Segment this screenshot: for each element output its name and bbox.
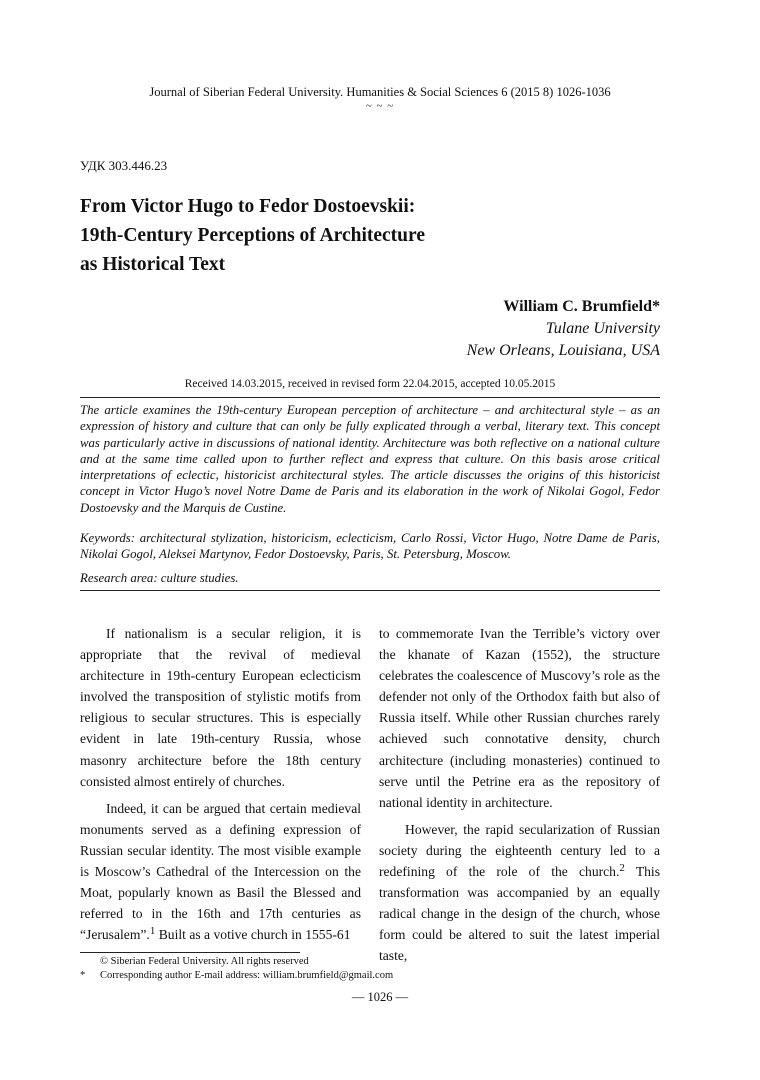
research-area: Research area: culture studies. <box>80 571 239 585</box>
article-title <box>80 192 640 279</box>
body-column-right <box>379 623 660 973</box>
footnote-mark: * <box>80 970 86 981</box>
title-line-1: From Victor Hugo to Fedor Dostoevskii: <box>80 196 416 217</box>
paragraph <box>80 798 361 946</box>
udk-code: УДК 303.446.23 <box>80 158 168 173</box>
paragraph-text: Indeed, it can be argued that certain medieval monuments served as a defining expression of Russian secular identity. The most visible example is Moscow’s Cathedral of the Intercession on the Moat, popularly known as Basil the Blessed and referred to in the 16th and 17th centuries as “Jerusalem”. <box>80 800 361 943</box>
copyright-notice <box>80 955 660 969</box>
body-column-left <box>80 623 361 951</box>
author-block <box>467 296 660 362</box>
footnote-ref: 1 <box>149 925 156 938</box>
abstract-bottom-rule <box>80 590 660 591</box>
corresponding-author-note <box>80 969 660 983</box>
title-line-2: 19th-Century Perceptions of Architecture <box>80 225 425 246</box>
copyright-text: © Siberian Federal University. All rights reserved <box>100 956 309 967</box>
title-line-3: as Historical Text <box>80 254 226 275</box>
header-ornament: ~ ~ ~ <box>365 100 395 112</box>
paragraph: If nationalism is a secular religion, it is appropriate that the revival of medieval architecture in 19th-century European eclecticism involved the transposition of stylistic motifs from religious to secular structures. This is especially evident in late 19th-century Russia, whose masonry architecture before the 18th century consisted almost entirely of churches. <box>80 626 361 789</box>
footnotes <box>80 955 660 983</box>
abstract-top-rule <box>80 397 660 398</box>
footnote-ref: 2 <box>619 862 625 875</box>
author-location: New Orleans, Louisiana, USA <box>466 342 660 359</box>
paragraph-text: Built as a votive church in 1555-61 <box>155 927 351 943</box>
paragraph: to commemorate Ivan the Terrible’s victory over the khanate of Kazan (1552), the structure celebrates the coalescence of Muscovy’s role as the defender not only of the Orthodox faith but also of Russia itself. While other Russian churches rarely achieved such connotative density, church architecture (including monasteries) continued to serve until the Petrine era as the repository of national identity in architecture. <box>379 626 660 810</box>
footnote-rule <box>80 952 300 953</box>
paragraph <box>379 819 660 967</box>
corresponding-author-text: Corresponding author E-mail address: william.brumfield@gmail.com <box>100 970 394 981</box>
abstract: The article examines the 19th-century European perception of architecture – and architectural style – as an expression of history and culture that can only be fully explicated through a verbal, literary text. This concept was particularly active in discussions of national identity. Architecture was both reflective on a national culture and at the same time called upon to further reflect and express that culture. On this basis arose critical interpretations of eclectic, historicist architectural styles. The article discusses the origins of this historicist concept in Victor Hugo’s novel Notre Dame de Paris and its elaboration in the work of Nikolai Gogol, Fedor Dostoevsky and the Marquis de Custine. <box>80 403 660 515</box>
page-number: — 1026 — <box>351 990 409 1004</box>
author-name: William C. Brumfield* <box>503 298 660 315</box>
paragraph-text: However, the rapid secularization of Russian society during the eighteenth century led to a redefining of the role of the church. <box>379 821 660 880</box>
keywords: Keywords: architectural stylization, historicism, eclecticism, Carlo Rossi, Victor Hugo, Notre Dame de Paris, Nikolai Gogol, Aleksei Martynov, Fedor Dostoevsky, Paris, St. Petersburg, Moscow. <box>80 531 660 562</box>
paragraph-text: This transformation was accompanied by an equally radical change in the design of the church, whose form could be altered to suit the latest imperial taste, <box>379 864 660 964</box>
received-dates: Received 14.03.2015, received in revised form 22.04.2015, accepted 10.05.2015 <box>184 378 556 390</box>
author-university: Tulane University <box>545 320 660 337</box>
journal-header: Journal of Siberian Federal University. Humanities & Social Sciences 6 (2015 8) 1026-1036 <box>149 85 611 99</box>
